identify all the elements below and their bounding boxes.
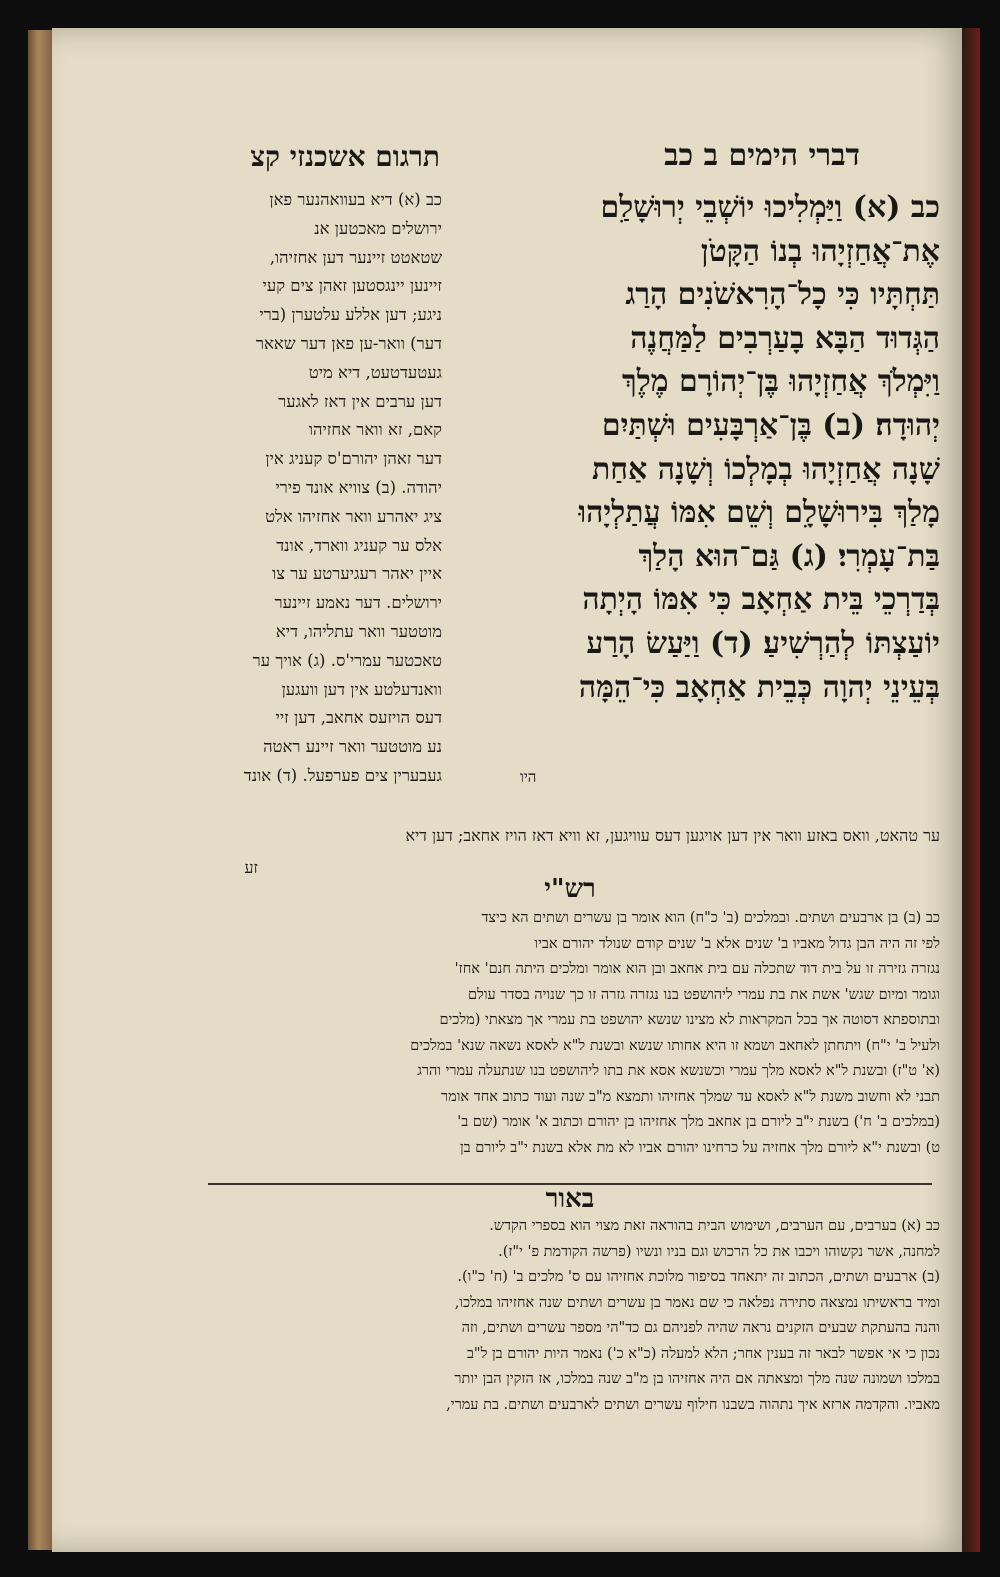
hebrew-line: בְּעֵינֵי יְהוָה כְּבֵית אַחְאָב כִּי־הֵמָּה <box>578 669 940 705</box>
translation-continuation: ער טהאט, וואס באזע וואר אין דען אויגען דעס עוויגען, זא וויא דאז הויז אחאב; דען דיא <box>405 826 940 845</box>
biur-line: (ב) ארבעים ושתים, הכתוב זה יתאחד בסיפור מלוכת אחזיהו עם ס' מלכים ב' (ח' כ"ו). <box>457 1269 940 1285</box>
translation-column <box>198 186 442 791</box>
rashi-line: (א' ט"ז) ובשנת ל"א לאסא מלך עמרי וכשנשא אסא את בתו ליהושפט בנו שנתעלה עמרי והרג <box>417 1063 940 1079</box>
rashi-title: רש"י <box>544 874 596 904</box>
hebrew-text-column <box>462 186 940 709</box>
rashi-line: נגזרה גזירה זו על בית דוד שתכלה עם בית אחאב ובן הוא אומר ומלכים היתה חנם' אחז' <box>454 961 940 977</box>
translation-line: שטאטט זיינער דען אחזיהו, <box>269 247 442 267</box>
biur-line: מאביו. והקדמה ארזא איך נתהוה בשבנו חילוף עשרים ושתים לארבעים ושתים. בת עמרי, <box>446 1396 940 1413</box>
translation-line: זיינען יינגסטען זאהן צים קעי <box>262 276 442 296</box>
biur-line: ומיד בראשיתו נמצאה סתירה נפלאה כי שם נאמר בן עשרים ושתים שנה אחזיהו במלכו, <box>454 1294 940 1311</box>
hebrew-line: יוֹעַצְתּוֹ לְהַרְשִׁיעַ׃ (ד) וַיַּעַשׂ הָרַע <box>586 625 940 661</box>
translation-line: טאכטער עמרי'ס. (ג) אויך ער <box>252 650 442 670</box>
hebrew-line: וַיִּמְלֹךְ אֲחַזְיָהוּ בֶּן־יְהוֹרָם מֶלֶךְ <box>621 364 940 400</box>
hebrew-line: בַּת־עָמְרִי׃ (ג) גַּם־הוּא הָלַךְ <box>638 538 940 574</box>
catchword: היו <box>520 768 537 786</box>
hebrew-line: כב (א) וַיַּמְלִיכוּ יוֹשְׁבֵי יְרוּשָׁלַ͏ִם <box>600 190 940 225</box>
translation-line: דעס הויזעס אחאב, דען זיי <box>275 708 442 728</box>
translation-line: דען ערבים אין דאז לאגער <box>278 391 442 411</box>
biur-line: כב (א) בערבים, עם הערבים, ושימוש הבית בהוראה זאת מצוי הוא בספרי הקדש. <box>489 1218 940 1234</box>
header-left: תרגום אשכנזי קצ <box>250 140 440 173</box>
hebrew-line: תַּחְתָּיו כִּי כָל־הָרִאשֹׁנִים הָרַג <box>625 277 940 313</box>
rashi-line: ט) ובשנת י"א ליורם מלך אחזיה על כרחינו יהורם אביו לא מת אלא בשנת י"ב ליורם בן <box>459 1139 940 1156</box>
rashi-line: ולעיל ב' י"ח) ויתחתן לאחאב ושמא זו היא אחותו שנשא ובשנת ל"א לאסא נשאה שנא' במלכים <box>410 1037 940 1054</box>
translation-line: איין יאהר רעגיערטע ער צו <box>272 564 442 584</box>
rashi-line: (במלכים ב' ח') בשנת י"ב ליורם בן אחאב מלך אחזיהו בן יהורם וכתוב א' אומר (שם ב' <box>457 1114 940 1130</box>
biur-line: במלכו ושמונה שנה מלך ומצאתה אם היה אחזיהו בן מ"ב שנה במלכו, אז הזקין הבן יותר <box>454 1371 940 1387</box>
book-binding <box>962 28 980 1552</box>
hebrew-line: מָלַךְ בִּירוּשָׁלָ͏ִם וְשֵׁם אִמּוֹ עֲתַלְיָהוּ <box>578 495 940 531</box>
biur-line: למחנה, אשר נקשוהו ויכבו את כל הרכוש וגם בניו ונשיו (פרשה הקודמת פ' י"ז). <box>498 1243 940 1260</box>
hebrew-line: שָׁנָה אֲחַזְיָהוּ בְמָלְכוֹ וְשָׁנָה אַחַת <box>591 451 940 487</box>
rashi-line: תבני לא וחשוב משנת ל"א לאסא עד שמלך אחזיהו ותמצא מ"ב שנה ועוד כתוב אחד אומר <box>441 1088 940 1105</box>
translation-line: געבערין צים פערפעל. (ד) אונד <box>243 765 442 785</box>
translation-line: יהודה. (ב) צוויא אונד פירי <box>275 477 442 497</box>
biur-commentary <box>198 1214 940 1418</box>
translation-line: ציג יאהרע וואר אחזיהו אלט <box>265 506 442 526</box>
biur-line: נכון כי אי אפשר לבאר זה בענין אחר; הלא למעלה (כ"א כ') נאמר היות יהורם בן ל"ב <box>466 1345 940 1362</box>
translation-line: ירושלים מאכטען אנ <box>314 218 442 238</box>
rashi-commentary <box>198 906 940 1161</box>
translation-line: נע מוטטער וואר זיינע ראטה <box>263 737 442 757</box>
translation-line: ניגע; דען אללע עלטערן (ברי <box>259 305 442 325</box>
translation-line: געטעדטעט, דיא מיט <box>308 362 442 382</box>
translation-line: מוטטער וואר עתליהו, דיא <box>275 621 442 641</box>
rashi-line: כב (ב) בן ארבעים ושתים. ובמלכים (ב' כ"ח) הוא אומר בן עשרים ושתים הא כיצד <box>481 910 940 926</box>
translation-line: וואנדעלטע אין דען וועגען <box>281 679 442 699</box>
translation-line: כב (א) דיא בעוואהנער פאן <box>269 190 442 209</box>
rashi-line: ובתוספתא דסוטה אך בכל המקראות לא מצינו שנשא יהושפט בת עמרי אך מצאתי (מלכים <box>439 1012 940 1028</box>
hebrew-line: בְּדַרְכֵי בֵּית אַחְאָב כִּי אִמּוֹ הָיְתָה <box>582 582 940 618</box>
hebrew-line: אֶת־אֲחַזְיָהוּ בְנוֹ הַקָּטֹן <box>700 233 940 269</box>
book-page-edge <box>28 30 54 1550</box>
translation-line: קאם, זא וואר אחזיהו <box>308 420 442 440</box>
rashi-line: לפי זה היה הבן גדול מאביו ב' שנים אלא ב' שנים קודם שנולד יהורם אביו <box>534 935 940 952</box>
translation-line: דער זאהן יהורם'ס קעניג אין <box>265 449 442 469</box>
rashi-line: וגומר ומיום שגש' אשת את בת עמרי ליהושפט בנו נגזרה גזרה זו כך שנויה בסדר עולם <box>468 986 940 1003</box>
translation-line: ירושלים. דער נאמע זיינער <box>274 593 442 613</box>
biur-line: והנה בהעתקת שבעים הזקנים נראה שהיה לפניהם גם כד"הי מספר עשרים ושתים, וזה <box>461 1320 940 1336</box>
hebrew-line: יְהוּדָה׃ (ב) בֶּן־אַרְבָּעִים וּשְׁתַּיִם <box>601 407 940 443</box>
hebrew-line: הַגְּדוּד הַבָּא בָעַרְבִים לַמַּחֲנֶה <box>630 320 940 356</box>
translation-line: דער) וואר-ען פאן דער שאאר <box>255 333 442 353</box>
translation-line: אלס ער קעניג ווארד, אונד <box>276 535 442 555</box>
translation-continuation-end: זע <box>244 858 258 877</box>
header-right: דברי הימים ב כב <box>664 138 860 173</box>
biur-title: באור <box>545 1184 595 1214</box>
